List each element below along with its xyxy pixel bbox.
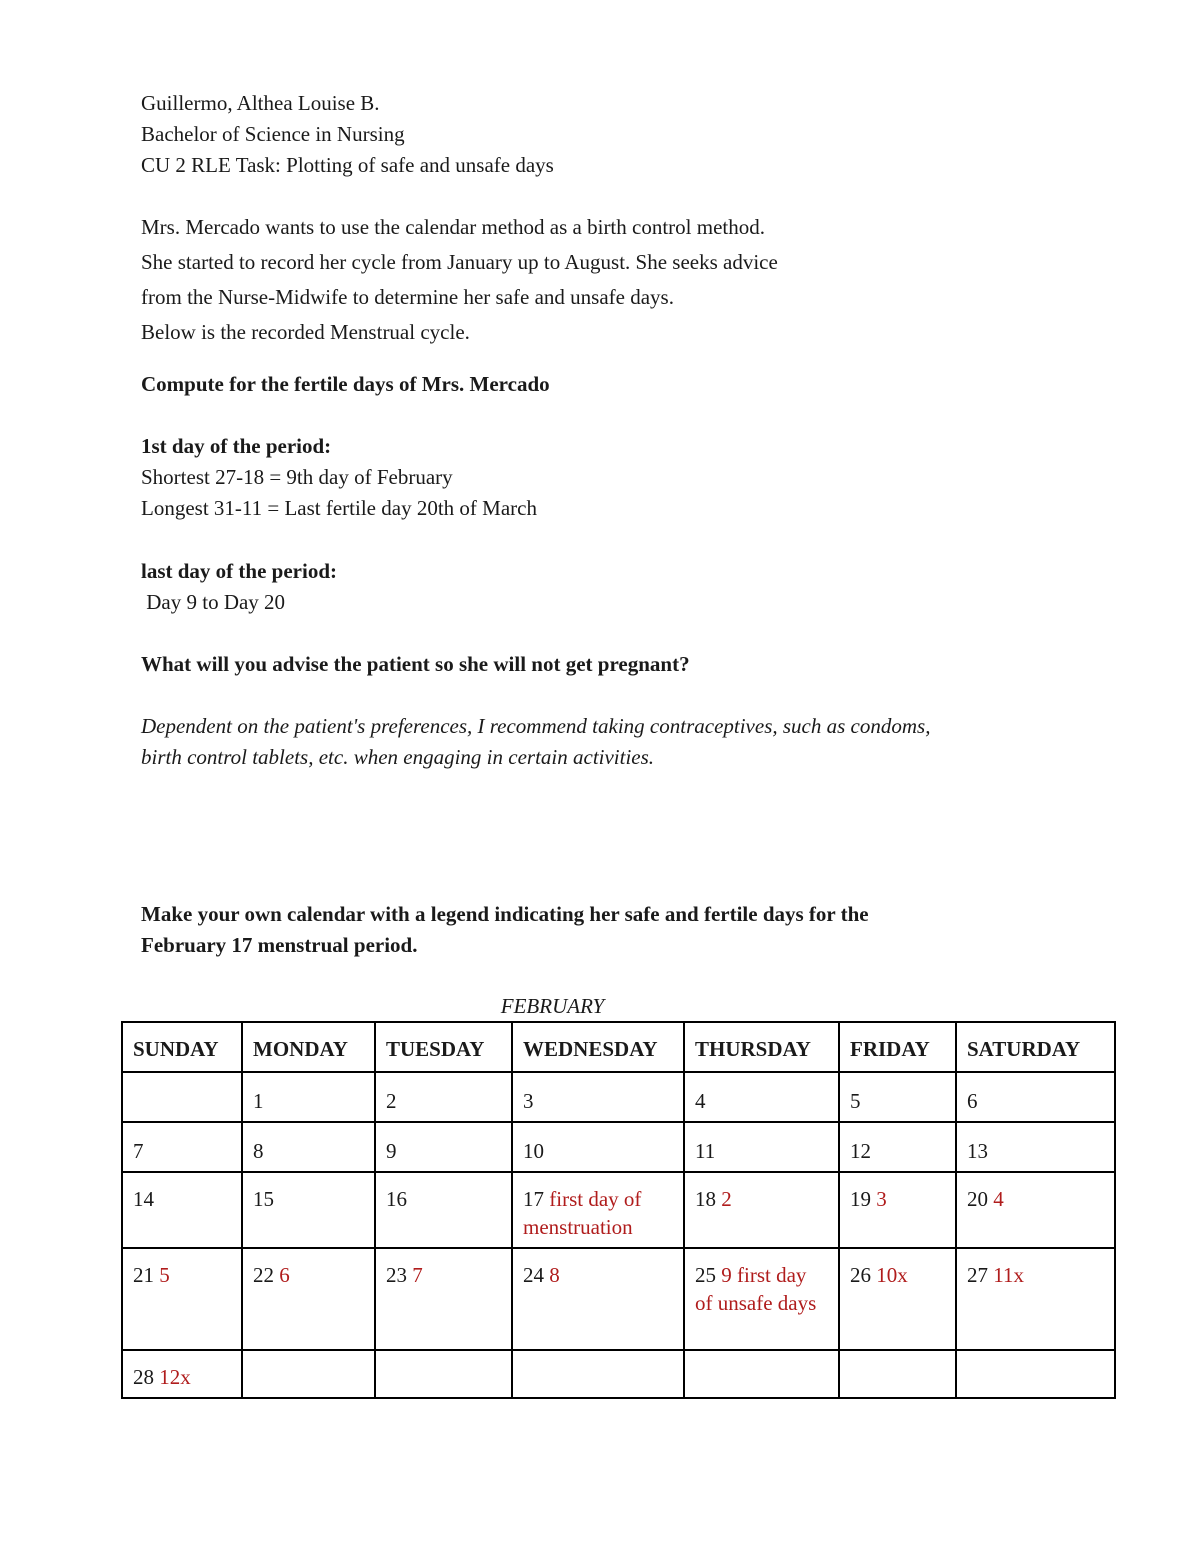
day-header-thursday: THURSDAY [684,1022,839,1072]
day-header-friday: FRIDAY [839,1022,956,1072]
compute-heading: Compute for the fertile days of Mrs. Mercado [141,372,550,396]
day-number: 14 [133,1187,154,1211]
day-number: 9 [386,1139,397,1163]
calendar-day-cell [684,1350,839,1398]
cycle-note: 11x [993,1263,1024,1287]
cycle-note: 7 [412,1263,423,1287]
intro-line-3: from the Nurse-Midwife to determine her safe and unsafe days. [141,285,674,309]
day-number: 24 [523,1263,544,1287]
calendar-week-row [122,1072,1115,1122]
intro-line-4: Below is the recorded Menstrual cycle. [141,320,470,344]
student-name: Guillermo, Althea Louise B. [141,91,380,115]
calendar-day-cell [684,1172,839,1248]
calendar-day-cell [684,1248,839,1350]
day-header-tuesday: TUESDAY [375,1022,512,1072]
cycle-note: 5 [159,1263,170,1287]
cycle-note: 9 first day of unsafe days [695,1263,817,1315]
calendar-day-cell [512,1248,684,1350]
day-number: 27 [967,1263,988,1287]
day-number: 18 [695,1187,716,1211]
calendar-day-cell [956,1350,1115,1398]
cycle-note: 8 [549,1263,560,1287]
longest-computation: Longest 31-11 = Last fertile day 20th of March [141,496,537,520]
day-header-wednesday: WEDNESDAY [512,1022,684,1072]
calendar-table [121,1021,1116,1399]
day-number: 10 [523,1139,544,1163]
intro-line-1: Mrs. Mercado wants to use the calendar method as a birth control method. [141,215,765,239]
calendar-week-row [122,1248,1115,1350]
calendar-day-cell [242,1172,375,1248]
advice-question: What will you advise the patient so she will not get pregnant? [141,652,690,676]
day-number: 22 [253,1263,274,1287]
calendar-day-cell [512,1172,684,1248]
calendar-day-cell [375,1072,512,1122]
calendar-day-cell [375,1122,512,1172]
calendar-day-cell [684,1072,839,1122]
calendar-day-cell [122,1122,242,1172]
task-title: CU 2 RLE Task: Plotting of safe and unsafe days [141,153,554,177]
day-number: 16 [386,1187,407,1211]
day-number: 1 [253,1089,264,1113]
day-number: 17 [523,1187,544,1211]
last-day-heading: last day of the period: [141,559,337,583]
calendar-day-cell [684,1122,839,1172]
day-number: 5 [850,1089,861,1113]
calendar-day-cell [242,1122,375,1172]
cycle-note: 12x [159,1365,191,1389]
calendar-day-cell [122,1072,242,1122]
calendar-day-cell [839,1350,956,1398]
day-number: 6 [967,1089,978,1113]
calendar-day-cell [122,1172,242,1248]
calendar-task-line-2: February 17 menstrual period. [141,933,418,957]
calendar-month-title: FEBRUARY [500,994,605,1018]
calendar-day-cell [839,1072,956,1122]
day-number: 3 [523,1089,534,1113]
calendar-day-cell [375,1350,512,1398]
program: Bachelor of Science in Nursing [141,122,405,146]
advice-answer-line-2: birth control tablets, etc. when engaging in certain activities. [141,745,655,769]
cycle-note: first day of menstruation [523,1187,642,1239]
calendar-day-cell [956,1248,1115,1350]
day-number: 26 [850,1263,871,1287]
calendar-day-cell [839,1122,956,1172]
day-header-monday: MONDAY [242,1022,375,1072]
calendar-day-cell [956,1122,1115,1172]
cycle-note: 10x [876,1263,908,1287]
day-number: 25 [695,1263,716,1287]
calendar-day-cell [512,1350,684,1398]
cycle-note: 2 [721,1187,732,1211]
calendar-day-cell [956,1072,1115,1122]
shortest-computation: Shortest 27-18 = 9th day of February [141,465,453,489]
calendar-day-cell [122,1350,242,1398]
calendar-header-row [122,1022,1115,1072]
day-number: 19 [850,1187,871,1211]
calendar-day-cell [242,1350,375,1398]
day-number: 20 [967,1187,988,1211]
calendar-day-cell [122,1248,242,1350]
day-header-saturday: SATURDAY [956,1022,1115,1072]
day-number: 21 [133,1263,154,1287]
day-number: 7 [133,1139,144,1163]
fertile-range: Day 9 to Day 20 [141,590,286,614]
day-number: 28 [133,1365,154,1389]
calendar-week-row [122,1172,1115,1248]
day-number: 15 [253,1187,274,1211]
cycle-note: 3 [876,1187,887,1211]
day-number: 8 [253,1139,264,1163]
day-number: 2 [386,1089,397,1113]
day-number: 23 [386,1263,407,1287]
day-number: 12 [850,1139,871,1163]
calendar-day-cell [375,1248,512,1350]
calendar-day-cell [956,1172,1115,1248]
day-number: 13 [967,1139,988,1163]
cycle-note: 4 [993,1187,1004,1211]
day-number: 11 [695,1139,716,1163]
first-day-heading: 1st day of the period: [141,434,332,458]
calendar-week-row [122,1122,1115,1172]
advice-answer-line-1: Dependent on the patient's preferences, I recommend taking contraceptives, such as condoms, [141,714,931,738]
calendar-day-cell [512,1072,684,1122]
day-number: 4 [695,1089,706,1113]
calendar-day-cell [375,1172,512,1248]
calendar-day-cell [839,1248,956,1350]
calendar-day-cell [512,1122,684,1172]
day-header-sunday: SUNDAY [122,1022,242,1072]
cycle-note: 6 [279,1263,290,1287]
calendar-week-row [122,1350,1115,1398]
intro-line-2: She started to record her cycle from January up to August. She seeks advice [141,250,778,274]
calendar-day-cell [242,1072,375,1122]
calendar-day-cell [839,1172,956,1248]
calendar-task-line-1: Make your own calendar with a legend indicating her safe and fertile days for the [141,902,869,926]
calendar-day-cell [242,1248,375,1350]
